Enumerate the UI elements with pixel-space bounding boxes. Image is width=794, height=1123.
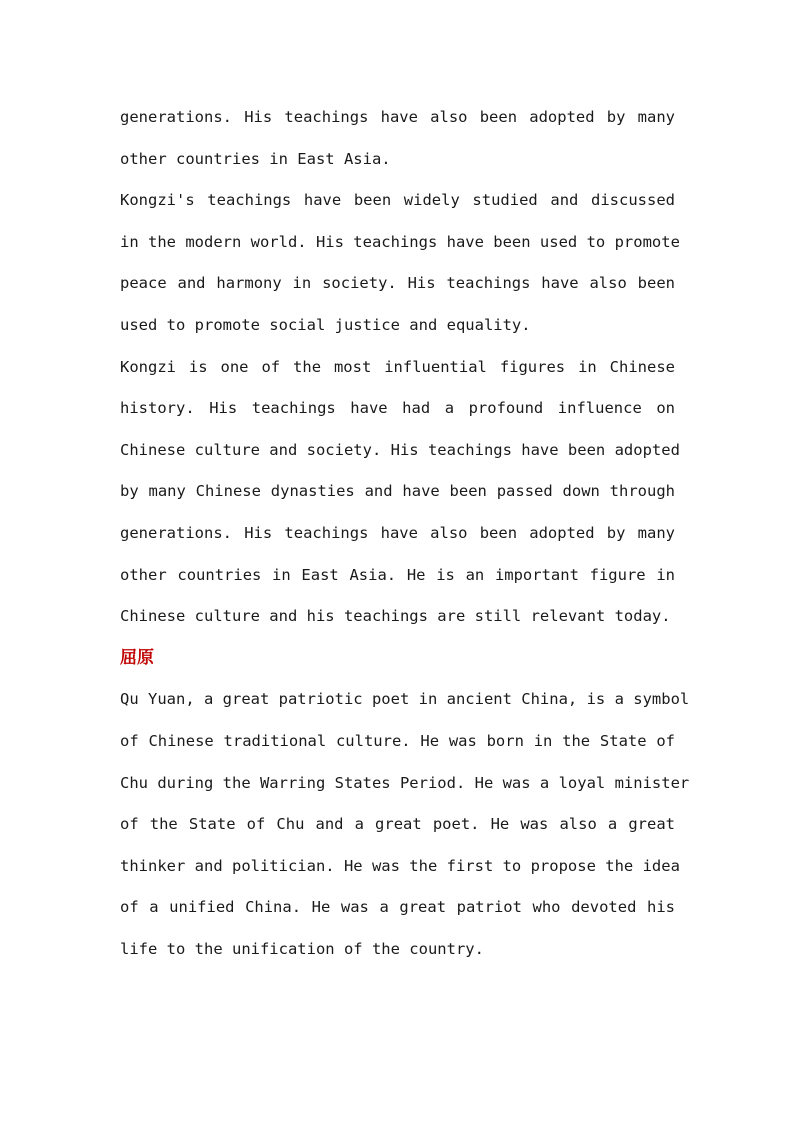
document-body xyxy=(120,97,690,970)
section-paragraph-line-7: life to the unification of the country. xyxy=(120,939,484,958)
paragraph-1-line-1: generations. His teachings have also been adopted by many xyxy=(120,108,675,126)
section-paragraph-line-5: thinker and politician. He was the first to propose the idea xyxy=(120,856,680,875)
section-paragraph-line-4: of the State of Chu and a great poet. He was also a great xyxy=(120,815,675,834)
paragraph-3-line-6: other countries in East Asia. He is an important figure in xyxy=(120,565,675,584)
section-paragraph-line-1: Qu Yuan, a great patriotic poet in ancient China, is a symbol xyxy=(120,690,690,709)
paragraph-3-line-2: history. His teachings have had a profound influence on xyxy=(120,399,675,418)
section-paragraph-line-2: of Chinese traditional culture. He was born in the State of xyxy=(120,731,675,750)
section-paragraph-line-6: of a unified China. He was a great patriot who devoted his xyxy=(120,898,675,917)
paragraph-1-line-2: other countries in East Asia. xyxy=(120,149,391,168)
paragraph-3-line-3: Chinese culture and society. His teachings have been adopted xyxy=(120,440,680,459)
paragraph-3-line-1: Kongzi is one of the most influential figures in Chinese xyxy=(120,357,675,376)
paragraph-3-line-4: by many Chinese dynasties and have been passed down through xyxy=(120,482,675,501)
paragraph-2-line-3: peace and harmony in society. His teachings have also been xyxy=(120,274,675,293)
paragraph-3-line-5: generations. His teachings have also been adopted by many xyxy=(120,523,675,542)
paragraph-2-line-2: in the modern world. His teachings have been used to promote xyxy=(120,232,680,251)
paragraph-2-line-4: used to promote social justice and equality. xyxy=(120,315,531,334)
paragraph-2-line-1: Kongzi's teachings have been widely studied and discussed xyxy=(120,191,675,210)
paragraph-3-line-7: Chinese culture and his teachings are still relevant today. xyxy=(120,607,671,626)
section-paragraph-line-3: Chu during the Warring States Period. He was a loyal minister xyxy=(120,773,690,792)
section-heading: 屈原 xyxy=(120,647,154,668)
